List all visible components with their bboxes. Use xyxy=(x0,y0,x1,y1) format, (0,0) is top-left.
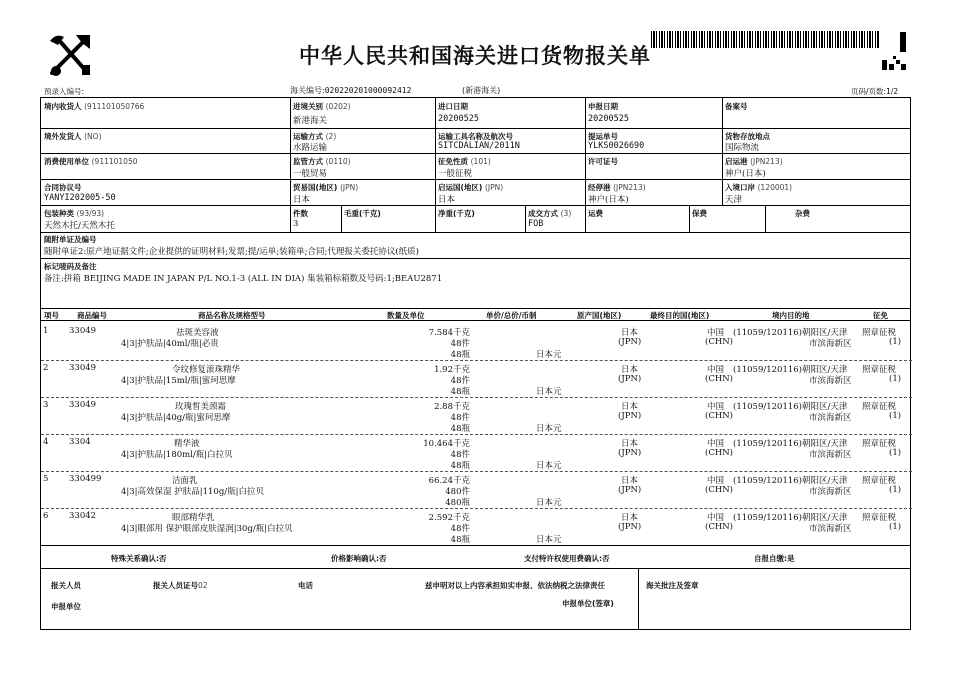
freight-label: 运费 xyxy=(588,209,603,218)
storage-label: 货物存放地点 xyxy=(725,132,770,141)
storage-value: 国际物流 xyxy=(725,143,760,153)
trade-country-value: 日本 xyxy=(293,195,311,205)
documents-value: 随附单证2:原产地证据文件;企业提供的证明材料;发票;提/运单;装箱单;合同;代理报关委托协议(纸质) xyxy=(44,247,419,257)
pre-entry-number: 预录入编号: xyxy=(44,87,85,96)
page-indicator: 页码/页数:1/2 xyxy=(851,87,899,96)
col-destination: 最终目的国(地区) xyxy=(650,311,710,320)
table-row: 3 33049 玫瑰皙美颈霜 4|3|护肤品|40g/瓶|蜜珂思摩 2.88千克 48件 48瓶 日本元 日本 (JPN) 中国 (CHN) (11059/120116)朝阳区/天津 市滨海新区 照章征税 (1) xyxy=(43,400,902,434)
port-note: (新港海关) xyxy=(462,86,501,95)
exemption-value: 一般征税 xyxy=(438,169,473,179)
declaration-statement: 兹申明对以上内容承担如实申报、依法纳税之法律责任 xyxy=(425,581,605,590)
col-hs-code: 商品编号 xyxy=(77,311,107,320)
broker-label: 报关人员 xyxy=(51,581,81,590)
origin-country-value: 日本 xyxy=(438,195,456,205)
pieces-value: 3 xyxy=(293,219,299,229)
deal-mode-value: FOB xyxy=(528,219,544,229)
deal-mode-label: 成交方式 (3) xyxy=(528,209,572,218)
net-weight-label: 净重(千克) xyxy=(438,209,475,218)
phone-label: 电话 xyxy=(298,581,313,590)
col-name-spec: 商品名称及规格型号 xyxy=(198,311,266,320)
table-row: 1 33049 祛斑美容液 4|3|护肤品|40ml/瓶|必贵 7.584千克 48件 48瓶 日本元 日本 (JPN) 中国 (CHN) (11059/120116)朝阳区/天津 市滨海新区 照章征税 (1) xyxy=(43,326,902,360)
declaring-unit-seal: 申报单位(签章) xyxy=(562,599,614,608)
contract-label: 合同协议号 xyxy=(44,183,82,192)
table-row: 5 330499 洁面乳 4|3|高效保湿 护肤品|110g/瓶|白拉贝 66.24千克 480件 480瓶 日本元 日本 (JPN) 中国 (CHN) (11059/120116)朝阳区/天津 市滨海新区 照章征税 (1) xyxy=(43,474,902,508)
bill-of-lading-label: 提运单号 xyxy=(588,132,618,141)
departure-port-value: 神户(日本) xyxy=(725,169,766,179)
shipper-label: 境外发货人 (NO) xyxy=(44,132,102,141)
package-type-label: 包装种类 (93/93) xyxy=(44,209,105,218)
price-impact-confirm: 价格影响确认:否 xyxy=(331,554,387,563)
vessel-label: 运输工具名称及航次号 xyxy=(438,132,513,141)
consignee-label: 境内收货人 (911101050766 xyxy=(44,102,145,111)
import-date-label: 进口日期 xyxy=(438,102,468,111)
customs-number: 海关编号:020220201000092412 xyxy=(290,86,412,95)
entry-office-label: 进境关别 (0202) xyxy=(293,102,351,111)
col-item-no: 项号 xyxy=(44,311,59,320)
declaration-form xyxy=(40,97,911,630)
self-pay-confirm: 自报自缴:是 xyxy=(754,554,795,563)
col-quantity: 数量及单位 xyxy=(387,311,425,320)
royalty-confirm: 支付特许权使用费确认:否 xyxy=(524,554,610,563)
consumer-unit-label: 消费使用单位 (911101050 xyxy=(44,157,138,166)
documents-label: 随附单证及编号 xyxy=(44,235,97,244)
col-origin: 原产国(地区) xyxy=(577,311,622,320)
vessel-value: SITCDALIAN/2011N xyxy=(438,141,520,151)
col-price: 单价/总价/币制 xyxy=(486,311,537,320)
marks-label: 标记唛码及备注 xyxy=(44,262,97,271)
pieces-label: 件数 xyxy=(293,209,308,218)
col-levy: 征免 xyxy=(873,311,888,320)
declaration-date-label: 申报日期 xyxy=(588,102,618,111)
insurance-label: 保费 xyxy=(692,209,707,218)
supervision-value: 一般贸易 xyxy=(293,169,328,179)
marks-value: 备注:拼箱 BEIJING MADE IN JAPAN P/L NO.1-3 (ALL IN DIA) 集装箱标箱数及号码:1;BEAU2871 xyxy=(44,274,443,284)
trade-country-label: 贸易国(地区) (JPN) xyxy=(293,183,359,192)
origin-country-label: 启运国(地区) (JPN) xyxy=(438,183,504,192)
broker-cert-label: 报关人员证号02 xyxy=(153,581,208,590)
entry-office-value: 新港海关 xyxy=(293,116,328,126)
via-port-label: 经停港 (JPN213) xyxy=(588,183,646,192)
transport-label: 运输方式 (2) xyxy=(293,132,337,141)
col-domestic-dest: 境内目的地 xyxy=(772,311,810,320)
record-number-label: 备案号 xyxy=(725,102,748,111)
customs-emblem-icon xyxy=(46,31,94,79)
table-row: 4 3304 精华液 4|3|护肤品|180ml/瓶|白拉贝 10.464千克 48件 48瓶 日本元 日本 (JPN) 中国 (CHN) (11059/120116)朝阳区/天津 市滨海新区 照章征税 (1) xyxy=(43,437,902,471)
import-date-value: 20200525 xyxy=(438,114,479,124)
declaration-date-value: 20200525 xyxy=(588,114,629,124)
table-row: 6 33042 眼部精华乳 4|3|眼部用 保护眼部皮肤湿润|30g/瓶|白拉贝 2.592千克 48件 48瓶 日本元 日本 (JPN) 中国 (CHN) (11059/120116)朝阳区/天津 市滨海新区 照章征税 (1) xyxy=(43,511,902,545)
entry-port-value: 天津 xyxy=(725,195,743,205)
table-row: 2 33049 令纹修复滚珠精华 4|3|护肤品|15ml/瓶|蜜珂思摩 1.92千克 48件 48瓶 日本元 日本 (JPN) 中国 (CHN) (11059/120116)朝阳区/天津 市滨海新区 照章征税 (1) xyxy=(43,363,902,397)
barcode xyxy=(651,31,904,48)
special-relation-confirm: 特殊关系确认:否 xyxy=(111,554,167,563)
via-port-value: 神户(日本) xyxy=(588,195,629,205)
entry-port-label: 入境口岸 (120001) xyxy=(725,183,793,192)
qr-code-icon xyxy=(880,30,907,72)
misc-fee-label: 杂费 xyxy=(795,209,810,218)
supervision-label: 监管方式 (0110) xyxy=(293,157,351,166)
license-label: 许可证号 xyxy=(588,157,618,166)
declaring-unit-label: 申报单位 xyxy=(51,602,81,611)
transport-value: 水路运输 xyxy=(293,143,328,153)
bill-of-lading-value: YLKS0026690 xyxy=(588,141,645,151)
package-type-value: 天然木托/天然木托 xyxy=(44,221,115,231)
gross-weight-label: 毛重(千克) xyxy=(344,209,381,218)
departure-port-label: 启运港 (JPN213) xyxy=(725,157,783,166)
exemption-label: 征免性质 (101) xyxy=(438,157,491,166)
contract-value: YANYI202005-50 xyxy=(44,193,116,203)
document-title: 中华人民共和国海关进口货物报关单 xyxy=(299,44,651,68)
customs-sign-label: 海关批注及签章 xyxy=(646,581,699,590)
